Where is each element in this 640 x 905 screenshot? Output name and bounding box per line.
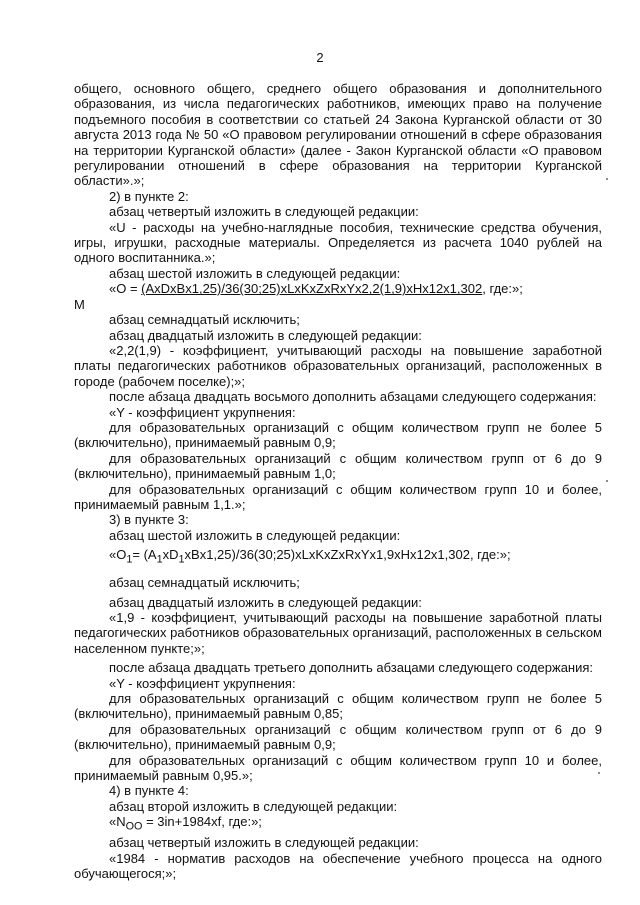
amend-para-6-item-3: абзац шестой изложить в следующей редакции: <box>109 527 401 543</box>
formula-o <box>74 281 602 296</box>
quote-coef-2-2: «2,2(1,9) - коэффициент, учитывающий расходы на повышение заработной платы педагогических работников образовательных организаций, расположенных в городе (рабочем поселке);»; <box>74 342 602 389</box>
quote-y-coef: «Y - коэффициент укрупнения: <box>109 404 296 420</box>
y-coef-item-3-groups-6-9: для образовательных организаций с общим количеством групп от 6 до 9 (включительно), принимаемый равным 0,9; <box>74 721 602 753</box>
quote-u-definition: «U - расходы на учебно-наглядные пособия, технические средства обучения, игры, игрушки, расходные материалы. Определяется из расчета 1040 рублей на одного воспитанника.»; <box>74 219 602 266</box>
formula-o-prefix: «О = <box>109 281 142 297</box>
page-number: 2 <box>316 50 324 65</box>
formula-o-denominator: М <box>74 296 85 312</box>
delete-para-17: абзац семнадцатый исключить; <box>109 312 300 328</box>
paragraph-continuation: общего, основного общего, среднего общего образования и дополнительного образования, из числа педагогических работников, имеющих право на получение подъемного пособия в соответствии со статьей 24 Закона Курганской области от 30 августа 2013 года № 50 «О правовом регулировании отношений в сфере образования на территории Курганской области» (далее - Закон Курганской области «О правовом регулировании отношений в сфере образования на территории Курганской области».»; <box>74 81 602 189</box>
y-coef-groups-5: для образовательных организаций с общим количеством групп не более 5 (включительно), принимаемый равным 0,9; <box>74 419 602 451</box>
y-coef-groups-10: для образовательных организаций с общим количеством групп 10 и более, принимаемый равным 1,1.»; <box>74 481 602 512</box>
scan-speck <box>598 772 600 774</box>
y-coef-groups-6-9: для образовательных организаций с общим количеством групп от 6 до 9 (включительно), принимаемый равным 1,0; <box>74 450 602 482</box>
quote-coef-1-9: «1,9 - коэффициент, учитывающий расходы на повышение заработной платы педагогических работников образовательных организаций, расположенных в сельском населенном пункте;»; <box>74 610 602 656</box>
formula-o1: «$О_1=$ $(А_1хD_1хBх1,25)/36(30;25)хLхKхZхRхYх1,9хHх12х1,302$, где:»; <box>109 547 511 566</box>
scan-speck <box>606 480 608 482</box>
add-after-para-23: после абзаца двадцать третьего дополнить абзацами следующего содержания: <box>109 660 594 676</box>
amend-para-20-item-3: абзац двадцатый изложить в следующей редакции: <box>109 594 422 610</box>
delete-para-17-item-3: абзац семнадцатый исключить; <box>109 575 300 591</box>
quote-norm-1984: «1984 - норматив расходов на обеспечение учебного процесса на одного обучающегося;»; <box>74 850 602 882</box>
y-coef-item-3-groups-5: для образовательных организаций с общим количеством групп не более 5 (включительно), принимаемый равным 0,85; <box>74 691 602 722</box>
formula-o-suffix: , где:»; <box>482 281 523 297</box>
amend-para-4-item-4: абзац четвертый изложить в следующей редакции: <box>109 835 419 851</box>
item-3-heading: 3) в пункте 3: <box>109 512 189 528</box>
y-coef-item-3-groups-10: для образовательных организаций с общим количеством групп 10 и более, принимаемый равным 0,95.»; <box>74 752 602 784</box>
amend-para-4: абзац четвертый изложить в следующей редакции: <box>109 204 419 220</box>
add-after-para-28: после абзаца двадцать восьмого дополнить абзацами следующего содержания: <box>109 389 597 405</box>
amend-para-20: абзац двадцатый изложить в следующей редакции: <box>109 327 422 343</box>
quote-y-coef-item-3: «Y - коэффициент укрупнения: <box>109 675 296 691</box>
document-body <box>74 81 602 882</box>
formula-noo: «$N_{ОО} = 3in+1984хf$, где:»; <box>109 814 262 833</box>
item-4-heading: 4) в пункте 4: <box>109 783 189 799</box>
scan-speck <box>606 178 608 180</box>
formula-o-numerator: (AxDxBx1,25)/36(30;25)xLxKxZxRxYx2,2(1,9)xHx12x1,302 <box>141 281 483 297</box>
amend-para-2-item-4: абзац второй изложить в следующей редакции: <box>109 798 398 814</box>
amend-para-6: абзац шестой изложить в следующей редакции: <box>109 265 401 281</box>
item-2-heading: 2) в пункте 2: <box>109 188 189 204</box>
